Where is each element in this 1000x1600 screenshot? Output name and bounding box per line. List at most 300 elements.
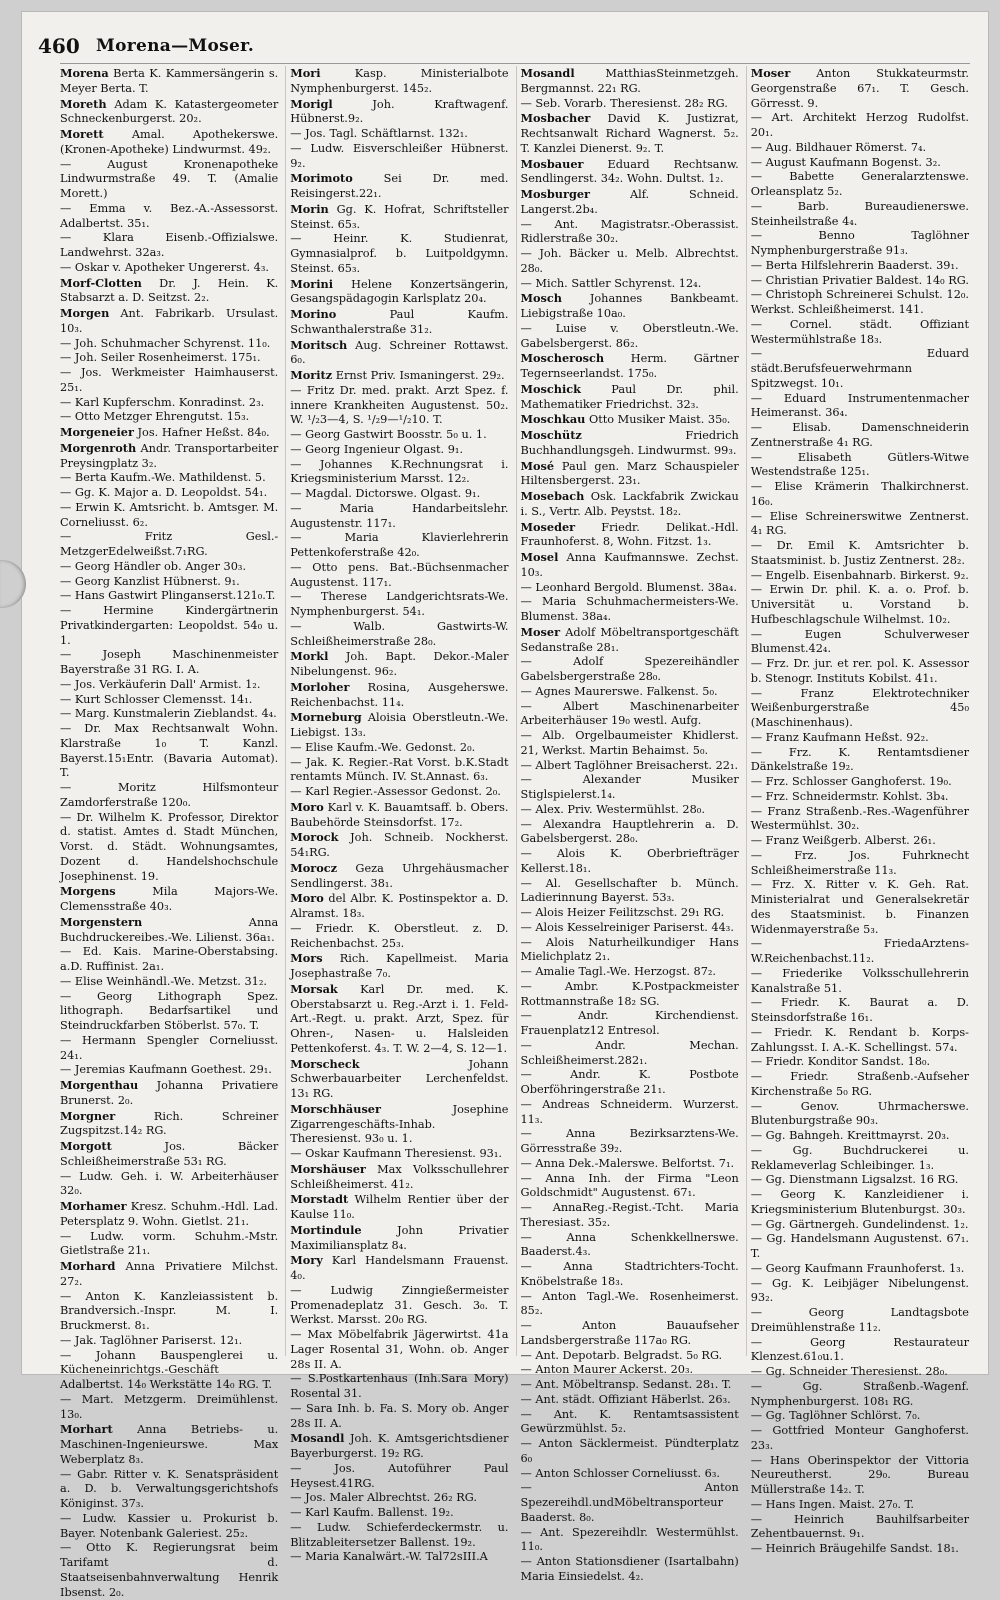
- entry-text: — Friedr. K. Baurat a. D. Steinsdorfstraße 16₁.: [750, 996, 969, 1024]
- directory-entry: [60, 276, 278, 307]
- entry-text: — Ant. K. Rentamtsassistent Gewürzmühlst. 5₂.: [520, 1407, 739, 1436]
- entry-surname: Morshäuser: [290, 1161, 366, 1176]
- directory-entry: [60, 560, 278, 575]
- directory-entry: [521, 1526, 739, 1556]
- directory-entry: [60, 1349, 278, 1393]
- directory-entry: [521, 1068, 739, 1098]
- entry-text: — Otto K. Regierungsrat beim Tarifamt d. Staatseisenbahnverwaltung Henrik Ibsenst. 2₀.: [60, 1541, 279, 1599]
- entry-text: Rich. Kapellmeist. Maria Josephastraße 7₀.: [290, 952, 509, 980]
- directory-entry: [751, 1277, 969, 1307]
- directory-entry: [290, 590, 508, 620]
- entry-text: Anna Buchdruckereibes.-We. Lilienst. 36a₁.: [60, 915, 279, 944]
- directory-entry: [60, 425, 278, 441]
- entry-text: — Gabr. Ritter v. K. Senatspräsident a. D. b. Verwaltungsgerichtshofs Königinst. 37₃.: [60, 1467, 279, 1510]
- entry-text: Amal. Apothekerswe. (Kronen-Apotheke) Lindwurmst. 49₂.: [60, 128, 279, 156]
- directory-entry: [60, 781, 278, 811]
- entry-text: — Gg. Taglöhner Schlörst. 7₀.: [750, 1409, 921, 1423]
- entry-text: — Ambr. K.Postpackmeister Rottmannstraße 18₂ SG.: [520, 979, 739, 1008]
- entry-text: — Joh. Seiler Rosenheimerst. 175₁.: [60, 351, 261, 365]
- directory-entry: [60, 1078, 278, 1109]
- directory-entry: [751, 1262, 969, 1277]
- entry-text: — Jos. Werkmeister Haimhauserst. 25₁.: [60, 366, 279, 394]
- entry-text: — Georg Landtagsbote Dreimühlenstraße 11₂.: [750, 1306, 969, 1334]
- directory-entry: [60, 351, 278, 366]
- directory-entry: [60, 1541, 278, 1600]
- entry-text: Johann Schwerbauarbeiter Lerchenfeldst. 13₁ RG.: [290, 1057, 509, 1100]
- directory-entry: [290, 741, 508, 756]
- entry-text: — Andr. Mechan. Schleißheimerst.282₁.: [520, 1038, 739, 1067]
- entry-text: — Eduard städt.Berufsfeuerwehrmann Spitzwegst. 10₁.: [750, 347, 969, 390]
- entry-text: — Joseph Maschinenmeister Bayerstraße 31 RG. I. A.: [60, 648, 279, 676]
- entry-surname: Mors: [290, 951, 323, 966]
- entry-text: — Magdal. Dictorswe. Olgast. 9₁.: [290, 487, 481, 500]
- entry-surname: Moschkau: [520, 412, 586, 427]
- directory-entry: [60, 530, 278, 560]
- directory-entry: [60, 1290, 278, 1334]
- entry-text: — Berta Kaufm.-We. Mathildenst. 5.: [60, 471, 266, 485]
- directory-entry: [751, 731, 969, 746]
- entry-text: — Georg Kanzlist Hübnerst. 9₁.: [60, 574, 240, 588]
- directory-entry: [521, 803, 739, 818]
- directory-entry: [290, 1328, 508, 1372]
- entry-surname: Mosé: [520, 458, 555, 473]
- directory-entry: [751, 849, 969, 879]
- column-2: [285, 66, 509, 1564]
- entry-surname: Morhard: [60, 1259, 116, 1273]
- directory-entry: [751, 451, 969, 481]
- entry-text: — Erwin K. Amtsricht. b. Amtsger. M. Corneliusst. 6₂.: [60, 500, 279, 529]
- directory-entry: [751, 628, 969, 658]
- entry-text: — Gg. Buchdruckerei u. Reklameverlag Schleibinger. 1₃.: [750, 1143, 969, 1172]
- entry-text: — Franz Straßenb.-Res.-Wagenführer Westermühlst. 30₂.: [750, 804, 969, 833]
- directory-entry: [290, 922, 508, 952]
- entry-text: — Ant. städt. Offiziant Häberlst. 26₃.: [520, 1392, 731, 1406]
- directory-entry: [521, 1378, 739, 1393]
- directory-columns: [60, 66, 970, 1599]
- entry-text: — Friedr. K. Rendant b. Korps-Zahlungsst. I. A.-K. Schellingst. 57₄.: [750, 1025, 969, 1054]
- entry-text: — Barb. Bureaudienerswe. Steinheilstraße 4₄.: [750, 199, 969, 228]
- entry-text: — Andr. K. Postbote Oberföhringerstraße 21₁.: [520, 1068, 739, 1096]
- entry-text: — Andreas Schneiderm. Wurzerst. 11₃.: [520, 1097, 739, 1126]
- entry-surname: Mosbacher: [520, 111, 591, 126]
- directory-entry: [60, 1393, 278, 1423]
- directory-entry: [521, 382, 739, 413]
- entry-text: Anton Stukkateurmstr. Georgenstraße 67₁. T. Gesch. Görresst. 9.: [750, 67, 969, 110]
- directory-entry: [521, 351, 739, 382]
- entry-surname: Morgenthau: [60, 1078, 139, 1092]
- entry-surname: Morigl: [290, 96, 333, 111]
- entry-text: Aloisia Oberstleutn.-We. Liebigst. 13₃.: [290, 711, 509, 739]
- entry-surname: Morgens: [60, 884, 116, 899]
- directory-entry: [290, 649, 508, 680]
- entry-text: Friedr. Delikat.-Hdl. Fraunhoferst. 8, Wohn. Fitzst. 1₃.: [520, 520, 739, 549]
- entry-text: — Klara Eisenb.-Offizialswe. Landwehrst. 32a₃.: [60, 231, 279, 259]
- directory-entry: [521, 773, 739, 803]
- directory-entry: [751, 111, 969, 141]
- directory-entry: [751, 1498, 969, 1513]
- directory-entry: [521, 625, 739, 656]
- directory-entry: [290, 861, 508, 892]
- entry-text: — Christoph Schreinerei Schulst. 12₀. Werkst. Schleißheimerst. 141.: [750, 288, 969, 316]
- entry-text: — Gg. Handelsmann Augustenst. 67₁. T.: [750, 1232, 969, 1260]
- entry-text: Alf. Schneid. Langerst.2b₄.: [520, 188, 739, 216]
- entry-text: — Anna Inh. der Firma "Leon Goldschmidt" Augustenst. 67₁.: [520, 1171, 739, 1200]
- directory-entry: [521, 1260, 739, 1290]
- directory-entry: [60, 575, 278, 590]
- directory-entry: [60, 66, 278, 97]
- entry-text: — Jos. Verkäuferin Dall' Armist. 1₂.: [60, 677, 261, 691]
- entry-text: — Franz Elektrotechniker Weißenburgerstraße 45₀ (Maschinenhaus).: [750, 686, 969, 729]
- directory-entry: [521, 1231, 739, 1261]
- directory-entry: [521, 685, 739, 700]
- entry-text: Kresz. Schuhm.-Hdl. Lad. Petersplatz 9. Wohn. Gietlst. 21₁.: [60, 1200, 279, 1228]
- entry-text: Dr. J. Hein. K. Stabsarzt a. D. Seitzst. 2₂.: [60, 276, 279, 305]
- entry-text: — Johann Bauspenglerei u. Kücheneinrichtgs.-Geschäft Adalbertst. 14₀ Werkstätte 14₀ RG. T.: [60, 1348, 279, 1391]
- directory-entry: [751, 156, 969, 171]
- entry-text: Mila Majors-We. Clemensstraße 40₃.: [60, 885, 279, 913]
- directory-entry: [290, 127, 508, 142]
- directory-entry: [60, 915, 278, 946]
- directory-entry: [751, 1365, 969, 1380]
- entry-text: Gg. K. Hofrat, Schriftsteller Steinst. 65₃.: [290, 202, 509, 231]
- directory-entry: [521, 187, 739, 218]
- entry-text: — Marg. Kunstmalerin Zieblandst. 4₄.: [60, 707, 277, 721]
- entry-surname: Moreth: [60, 96, 107, 111]
- entry-surname: Morstadt: [290, 1192, 349, 1207]
- entry-surname: Morgen: [60, 306, 110, 320]
- entry-text: — Alex. Priv. Westermühlst. 28₀.: [520, 802, 705, 816]
- entry-text: Berta K. Kammersängerin s. Meyer Berta. T.: [60, 67, 279, 95]
- directory-entry: [751, 967, 969, 997]
- entry-surname: Mosandl: [520, 66, 575, 80]
- directory-entry: [751, 480, 969, 510]
- entry-text: — Friedr. K. Oberstleut. z. D. Reichenbachst. 25₃.: [290, 921, 509, 950]
- entry-text: Joh. Bapt. Dekor.-Maler Nibelungenst. 96₂.: [290, 650, 509, 678]
- directory-entry: [60, 1170, 278, 1200]
- directory-entry: [290, 443, 508, 458]
- directory-entry: [521, 965, 739, 980]
- directory-entry: [751, 1218, 969, 1233]
- entry-text: — Anton Schlosser Corneliusst. 6₃.: [520, 1466, 720, 1480]
- entry-text: — Otto Metzger Ehrengutst. 15₃.: [60, 410, 250, 424]
- directory-entry: [751, 1409, 969, 1424]
- entry-text: Joh. K. Amtsgerichtsdiener Bayerburgerst. 19₂ RG.: [290, 1432, 509, 1460]
- directory-entry: [290, 232, 508, 276]
- directory-entry: [290, 1402, 508, 1432]
- entry-text: — Maria Klavierlehrerin Pettenkoferstraße 42₀.: [290, 531, 509, 559]
- directory-entry: [60, 604, 278, 648]
- entry-text: — Frz. Jos. Fuhrknecht Schleißheimerstraße 11₃.: [750, 848, 969, 877]
- column-4: [746, 66, 970, 1555]
- entry-text: — Ludw. vorm. Schuhm.-Mstr. Gietlstraße 21₁.: [60, 1229, 279, 1258]
- directory-entry: [60, 589, 278, 604]
- directory-entry: [521, 97, 739, 112]
- directory-entry: [751, 1380, 969, 1410]
- entry-text: — Hans Gastwirt Plinganserst.121₀.T.: [60, 589, 276, 603]
- page-title: Morena—Moser.: [96, 36, 255, 56]
- directory-entry: [751, 1100, 969, 1130]
- entry-text: — Johannes K.Rechnungsrat i. Kriegsministerium Marsst. 12₂.: [290, 457, 509, 486]
- entry-surname: Mosel: [520, 550, 559, 564]
- directory-entry: [290, 891, 508, 922]
- entry-text: — Erwin Dr. phil. K. a. o. Prof. b. Universität u. Vorstand b. Hufbeschlagschule Wilhelmst. 10₂.: [750, 583, 969, 626]
- entry-text: — Jos. Autoführer Paul Heysest.41RG.: [290, 1461, 509, 1490]
- directory-entry: [751, 996, 969, 1026]
- entry-text: Geza Uhrgehäusmacher Sendlingerst. 38₁.: [290, 861, 509, 890]
- entry-text: — Oskar v. Apotheker Ungererst. 4₃.: [60, 260, 269, 274]
- entry-text: — Elisab. Damenschneiderin Zentnerstraße 4₁ RG.: [750, 421, 969, 449]
- entry-surname: Moseder: [520, 519, 576, 534]
- entry-text: — Agnes Maurerswe. Falkenst. 5₀.: [520, 684, 718, 698]
- directory-entry: [521, 906, 739, 921]
- directory-entry: [60, 722, 278, 781]
- entry-text: — Gg. Dienstmann Ligsalzst. 16 RG.: [750, 1173, 959, 1187]
- directory-entry: [521, 1201, 739, 1231]
- entry-surname: Morgner: [60, 1108, 116, 1123]
- entry-text: — Joh. Schuhmacher Schyrenst. 11₀.: [60, 336, 271, 350]
- entry-text: — Andr. Kirchendienst. Frauenplatz12 Entresol.: [520, 1009, 739, 1037]
- entry-text: — Ludwig Zinngießermeister Promenadeplatz 31. Gesch. 3₀. T. Werkst. Marsst. 20₀ RG.: [290, 1283, 509, 1327]
- entry-text: — Alexandra Hauptlehrerin a. D. Gabelsbergerst. 28₀.: [520, 817, 739, 846]
- directory-entry: [290, 97, 508, 128]
- entry-text: — Jak. Taglöhner Pariserst. 12₁.: [60, 1333, 243, 1347]
- entry-text: — Anton K. Kanzleiassistent b. Brandversich.-Inspr. M. I. Bruckmerst. 8₁.: [60, 1289, 279, 1332]
- entry-text: — Elise Krämerin Thalkirchnerst. 16₀.: [750, 480, 969, 508]
- directory-entry: [521, 277, 739, 292]
- directory-entry: [751, 274, 969, 289]
- entry-text: — Gg. Straßenb.-Wagenf. Nymphenburgerst. 108₁ RG.: [750, 1379, 969, 1408]
- entry-text: — S.Postkartenhaus (Inh.Sara Mory) Rosental 31.: [290, 1372, 509, 1400]
- entry-text: — Oskar Kaufmann Theresienst. 93₁.: [290, 1147, 502, 1160]
- directory-entry: [751, 347, 969, 391]
- directory-entry: [60, 1034, 278, 1064]
- directory-entry: [60, 648, 278, 678]
- directory-entry: [751, 1144, 969, 1174]
- entry-surname: Morin: [290, 201, 329, 216]
- entry-text: — Babette Generalarztenswe. Orleansplatz 5₂.: [750, 170, 969, 198]
- entry-text: — August Kaufmann Bogenst. 3₂.: [750, 155, 941, 169]
- entry-text: Jos. Hafner Heßst. 84₀.: [133, 426, 270, 439]
- directory-entry: [751, 1513, 969, 1543]
- entry-text: — Franz Kaufmann Heßst. 92₂.: [750, 730, 929, 744]
- directory-entry: [60, 884, 278, 915]
- entry-text: Adolf Möbeltransportgeschäft Sedanstraße 28₁.: [520, 625, 739, 654]
- entry-text: — Max Möbelfabrik Jägerwirtst. 41a Lager Rosental 31, Wohn. ob. Anger 28s II. A.: [290, 1328, 509, 1371]
- directory-entry: [521, 1127, 739, 1157]
- entry-surname: Morena: [60, 66, 109, 80]
- directory-entry: [521, 1467, 739, 1482]
- entry-text: — Anton Säcklermeist. Pündterplatz 6₀: [520, 1437, 739, 1465]
- entry-text: — Elisabeth Gütlers-Witwe Westendstraße 125₁.: [750, 450, 969, 479]
- directory-entry: [521, 1437, 739, 1467]
- directory-entry: [60, 441, 278, 472]
- entry-surname: Morhart: [60, 1422, 113, 1437]
- directory-entry: [521, 550, 739, 581]
- entry-text: — Jos. Tagl. Schäftlarnst. 132₁.: [290, 127, 468, 140]
- directory-entry: [290, 1192, 508, 1223]
- entry-surname: Morgeneier: [60, 425, 134, 439]
- entry-text: — Anton Maurer Ackerst. 20₃.: [520, 1363, 694, 1377]
- directory-entry: [521, 111, 739, 156]
- entry-text: — August Kronenapotheke Lindwurmstraße 49. T. (Amalie Morett.): [60, 157, 279, 200]
- entry-text: — Friedr. Konditor Sandst. 18₀.: [750, 1055, 931, 1069]
- entry-text: — Gg. Schneider Theresienst. 28₀.: [750, 1365, 948, 1378]
- entry-text: — Jak. K. Regier.-Rat Vorst. b.K.Stadt rentamts Münch. IV. St.Annast. 6₃.: [290, 755, 509, 784]
- entry-text: — Heinrich Bräugehilfe Sandst. 18₁.: [750, 1542, 959, 1555]
- entry-text: — Christian Privatier Baldest. 14₀ RG.: [750, 273, 969, 287]
- entry-text: — Albert Maschinenarbeiter Arbeiterhäuser 19₀ westl. Aufg.: [520, 699, 739, 728]
- entry-surname: Moschütz: [520, 428, 582, 442]
- entry-text: — Alois K. Oberbriefträger Kellerst.18₁.: [520, 847, 739, 875]
- directory-entry: [521, 157, 739, 188]
- directory-entry: [521, 847, 739, 877]
- directory-entry: [751, 392, 969, 422]
- entry-text: — Frz. Dr. jur. et rer. pol. K. Assessor b. Stenogr. Instituts Kobilst. 41₁.: [750, 657, 969, 685]
- directory-entry: [751, 288, 969, 318]
- entry-text: — Walb. Gastwirts-W. Schleißheimerstraße 28₀.: [290, 619, 509, 648]
- directory-entry: [521, 595, 739, 625]
- entry-surname: Morgenstern: [60, 914, 143, 929]
- entry-text: Anna Privatiere Milchst. 27₂.: [60, 1260, 279, 1288]
- entry-surname: Morhamer: [60, 1199, 127, 1213]
- directory-entry: [521, 921, 739, 936]
- entry-text: Johannes Bankbeamt. Liebigstraße 10a₀.: [520, 292, 739, 320]
- entry-text: Andr. Transportarbeiter Preysingplatz 3₂.: [60, 441, 279, 470]
- directory-entry: [290, 1284, 508, 1328]
- entry-surname: Morloher: [290, 679, 350, 694]
- entry-text: — Friederike Volksschullehrerin Kanalstraße 51.: [750, 966, 969, 995]
- directory-entry: [751, 1306, 969, 1336]
- entry-surname: Mosburger: [520, 187, 591, 201]
- directory-entry: [60, 1334, 278, 1349]
- entry-text: — Heinr. K. Studienrat, Gymnasialprof. b. Luitpoldgymn. Steinst. 65₃.: [290, 232, 509, 275]
- directory-entry: [521, 322, 739, 352]
- directory-entry: [60, 158, 278, 202]
- directory-entry: [60, 261, 278, 276]
- entry-text: — Sara Inh. b. Fa. S. Mory ob. Anger 28s II. A.: [290, 1401, 509, 1430]
- directory-entry: [751, 170, 969, 200]
- entry-text: Anna Betriebs- u. Maschinen-Ingenieurswe. Max Weberplatz 8₃.: [60, 1423, 279, 1466]
- directory-entry: [521, 1363, 739, 1378]
- entry-text: Paul gen. Marz Schauspieler Hiltensbergerst. 23₁.: [520, 459, 739, 488]
- directory-entry: [751, 421, 969, 451]
- directory-entry: [60, 501, 278, 531]
- entry-text: — Al. Gesellschafter b. Münch. Ladierinnung Bayerst. 53₃.: [520, 876, 739, 905]
- entry-text: — Frz. Schlosser Ganghoferst. 19₀.: [750, 775, 952, 788]
- directory-entry: [751, 937, 969, 967]
- entry-text: — Maria Schuhmachermeisters-We. Blumenst. 38a₄.: [520, 595, 739, 623]
- entry-surname: Mori: [290, 66, 321, 80]
- directory-entry: [521, 759, 739, 774]
- directory-entry: [290, 1521, 508, 1551]
- directory-entry: [521, 877, 739, 907]
- entry-text: — Amalie Tagl.-We. Herzogst. 87₂.: [520, 965, 717, 978]
- entry-text: — Gg. K. Leibjäger Nibelungenst. 93₂.: [750, 1276, 969, 1305]
- entry-text: — Alois Naturheilkundiger Hans Mielichplatz 2₁.: [520, 935, 739, 964]
- page-header: [38, 34, 968, 60]
- entry-text: — Mart. Metzgerm. Dreimühlenst. 13₀.: [60, 1392, 279, 1421]
- directory-entry: [521, 700, 739, 730]
- entry-text: Paul Kaufm. Schwanthalerstraße 31₂.: [290, 308, 509, 336]
- entry-surname: Morneburg: [290, 710, 362, 725]
- directory-entry: [290, 951, 508, 982]
- entry-text: — Anna Stadtrichters-Tocht. Knöbelstraße 18₃.: [520, 1260, 739, 1288]
- entry-text: — Ludw. Geh. i. W. Arbeiterhäuser 32₀.: [60, 1169, 279, 1198]
- entry-text: — Ant. Depotarb. Belgradst. 5₀ RG.: [520, 1348, 723, 1362]
- entry-text: Kasp. Ministerialbote Nymphenburgerst. 145₂.: [290, 67, 509, 95]
- entry-surname: Moritz: [290, 368, 333, 382]
- directory-entry: [290, 756, 508, 786]
- directory-entry: [290, 368, 508, 384]
- entry-text: Johanna Privatiere Brunerst. 2₀.: [60, 1079, 279, 1107]
- directory-entry: [60, 127, 278, 158]
- entry-text: — Maria Handarbeitslehr. Augustenstr. 117₁.: [290, 501, 509, 530]
- directory-entry: [521, 489, 739, 520]
- directory-entry: [60, 975, 278, 990]
- directory-entry: [751, 200, 969, 230]
- directory-entry: [521, 1157, 739, 1172]
- entry-text: — Ludw. Schieferdeckermstr. u. Blitzableitersetzer Ballenst. 19₂.: [290, 1520, 509, 1549]
- entry-text: MatthiasSteinmetzgeh. Bergmannst. 22₁ RG.: [520, 67, 739, 95]
- entry-surname: Moser: [520, 624, 561, 639]
- entry-text: David K. Justizrat, Rechtsanwalt Richard Wagnerst. 5₂. T. Kanzlei Dienerst. 9₂. T.: [520, 112, 739, 155]
- column-1: [60, 66, 279, 1599]
- directory-entry: [751, 790, 969, 805]
- directory-entry: [751, 1055, 969, 1070]
- entry-text: — Anna Schenkkellnerswe. Baaderst.4₃.: [520, 1230, 739, 1259]
- entry-text: — Dr. Wilhelm K. Professor, Direktor d. statist. Amtes d. Stadt München, Vorst. d. Städt. Wohnungsamtes, Dozent d. Handelshochschule Josephinenst. 19.: [60, 810, 279, 883]
- entry-text: — Ant. Möbeltransp. Sedanst. 28₁. T.: [520, 1378, 732, 1391]
- entry-text: — Joh. Bäcker u. Melb. Albrechtst. 28₀.: [520, 247, 739, 275]
- header-rule: [60, 63, 970, 64]
- directory-entry: [751, 141, 969, 156]
- entry-text: — Moritz Hilfsmonteur Zamdorferstraße 120₀.: [60, 781, 279, 809]
- entry-text: — Luise v. Oberstleutn.-We. Gabelsbergerst. 86₂.: [520, 321, 739, 350]
- entry-text: Josephine Zigarrengeschäfts-Inhab. Theresienst. 93₀ u. 1.: [290, 1102, 509, 1146]
- entry-text: — Frz. Schneidermstr. Kohlst. 3b₄.: [750, 789, 949, 803]
- entry-surname: Mosebach: [520, 489, 585, 503]
- entry-text: Karl Dr. med. K. Oberstabsarzt u. Reg.-Arzt i. 1. Feld-Art.-Regt. u. prakt. Arzt, Spez. für Ohren-, Nasen- u. Halsleiden Pettenkoferst. 4₃. T. W. 2—4, S. 12—1.: [290, 982, 509, 1055]
- directory-entry: [751, 1188, 969, 1218]
- directory-entry: [60, 396, 278, 411]
- entry-text: Joh. Kraftwagenf. Hübnerst.9₂.: [290, 97, 509, 126]
- entry-text: — Elise Schreinerswitwe Zentnerst. 4₁ RG.: [750, 509, 969, 538]
- entry-text: — Anton Stationsdiener (Isartalbahn) Maria Einsiedelst. 4₂.: [520, 1555, 739, 1583]
- entry-surname: Morsak: [290, 981, 338, 996]
- entry-text: — Fritz Dr. med. prakt. Arzt Spez. f. innere Krankheiten Augustenst. 50₂. W. ¹/₂3—4, S. ¹/₂9—¹/₂10. T.: [290, 383, 509, 427]
- entry-text: — Ant. Spezereihdlr. Westermühlst. 11₀.: [520, 1525, 739, 1554]
- directory-entry: [751, 259, 969, 274]
- directory-entry: [521, 412, 739, 428]
- directory-entry: [60, 1139, 278, 1170]
- directory-entry: [751, 510, 969, 540]
- entry-text: — Gg. K. Major a. D. Leopoldst. 54₁.: [60, 486, 268, 499]
- directory-entry: [60, 693, 278, 708]
- directory-entry: [290, 710, 508, 741]
- directory-entry: [60, 945, 278, 975]
- directory-entry: [60, 1199, 278, 1230]
- entry-text: — Gg. Gärtnergeh. Gundelindenst. 1₂.: [750, 1217, 969, 1231]
- entry-text: — Mich. Sattler Schyrenst. 12₄.: [520, 276, 702, 290]
- entry-text: — Maria Kanalwärt.-W. Tal72sIII.A: [290, 1550, 488, 1564]
- directory-entry: [290, 620, 508, 650]
- entry-text: — Emma v. Bez.-A.-Assessorst. Adalbertst. 35₁.: [60, 201, 279, 230]
- directory-entry: [290, 307, 508, 338]
- entry-text: — Hans Ingen. Maist. 27₀. T.: [750, 1497, 914, 1511]
- entry-text: — Ed. Kais. Marine-Oberstabsing. a.D. Ruffinist. 2a₁.: [60, 945, 279, 973]
- entry-text: John Privatier Maximiliansplatz 8₄.: [290, 1223, 509, 1252]
- directory-entry: [60, 97, 278, 128]
